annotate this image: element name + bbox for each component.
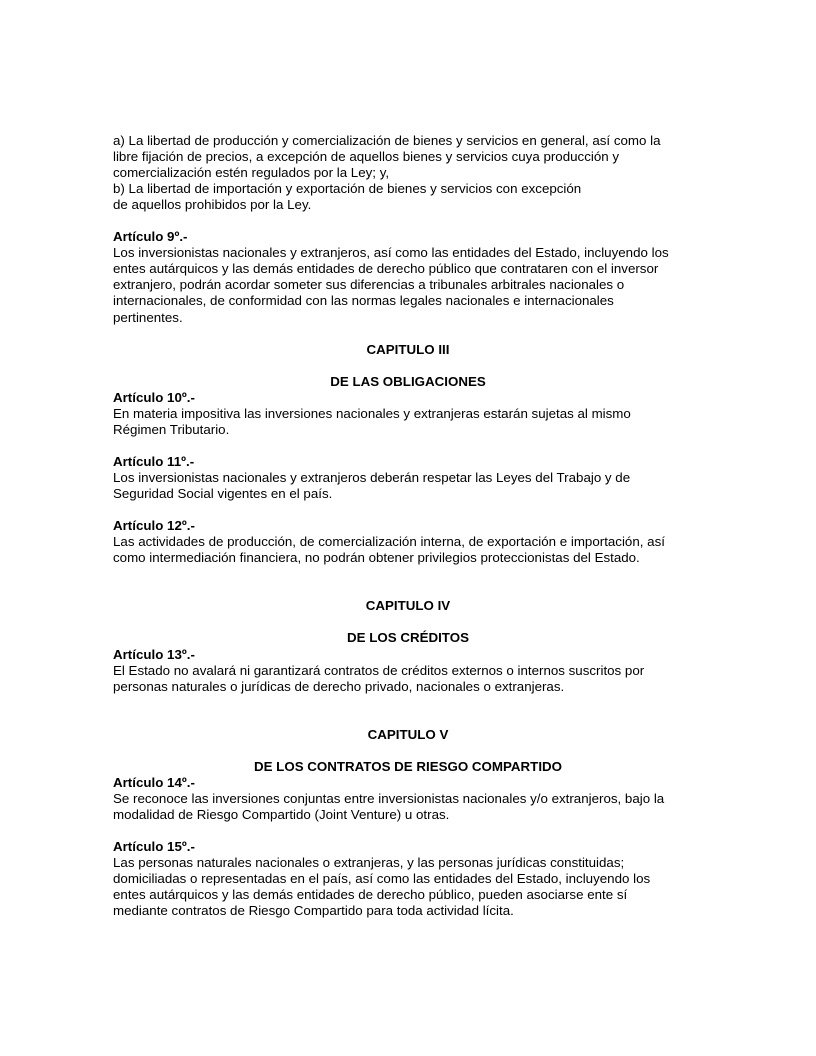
clause-b (113, 181, 703, 213)
chapter-4 (113, 598, 703, 694)
article-heading: Artículo 15º.- (113, 839, 195, 855)
chapter-number: CAPITULO IV (365, 598, 451, 614)
article-12 (113, 518, 703, 566)
chapter-number: CAPITULO III (366, 341, 450, 357)
text-line: pertinentes. (113, 309, 183, 325)
article-10 (113, 390, 703, 438)
text-line: Seguridad Social vigentes en el país. (113, 486, 333, 502)
article-heading: Artículo 14º.- (113, 774, 195, 790)
text-line: personas naturales o jurídicas de derecho privado, nacionales o extranjeras. (113, 678, 565, 694)
chapter-title: DE LAS OBLIGACIONES (330, 373, 486, 389)
text-line: a) La libertad de producción y comercialización de bienes y servicios en general, así como la (113, 133, 661, 148)
text-line: internacionales, de conformidad con las normas legales nacionales e internacionales (113, 293, 614, 309)
article-heading: Artículo 11º.- (113, 453, 195, 469)
text-line: Régimen Tributario. (113, 421, 230, 437)
text-line: Se reconoce las inversiones conjuntas entre inversionistas nacionales y/o extranjeros, bajo la (113, 790, 665, 806)
article-13 (113, 647, 703, 695)
text-line: de aquellos prohibidos por la Ley. (113, 197, 312, 213)
chapter-5 (113, 727, 703, 920)
text-line: mediante contratos de Riesgo Compartido para toda actividad lícita. (113, 903, 514, 919)
chapter-title: DE LOS CONTRATOS DE RIESGO COMPARTIDO (253, 758, 563, 774)
document-body (113, 133, 703, 919)
text-line: Las personas naturales nacionales o extranjeras, y las personas jurídicas constituidas; (113, 855, 625, 871)
article-11 (113, 454, 703, 502)
text-line: extranjero, podrán acordar someter sus diferencias a tribunales arbitrales nacionales o (113, 277, 625, 293)
text-line: como intermediación financiera, no podrán obtener privilegios proteccionistas del Estado. (113, 550, 640, 566)
clause-a (113, 133, 703, 181)
text-line: domiciliadas o representadas en el país, así como las entidades del Estado, incluyendo los (113, 871, 651, 887)
article-14 (113, 775, 703, 823)
text-line: Las actividades de producción, de comercialización interna, de exportación e importación, así (113, 534, 665, 550)
text-line: entes autárquicos y las demás entidades de derecho público que contrataren con el inversor (113, 261, 659, 277)
intro-clauses (113, 133, 703, 213)
article-15 (113, 839, 703, 919)
article-heading: Artículo 10º.- (113, 389, 195, 405)
article-9 (113, 229, 703, 325)
text-line: El Estado no avalará ni garantizará contratos de créditos externos o internos suscritos por (113, 662, 645, 678)
chapter-3 (113, 342, 703, 567)
text-line: comercialización estén regulados por la Ley; y, (113, 165, 390, 181)
text-line: Los inversionistas nacionales y extranjeros, así como las entidades del Estado, incluyendo los (113, 245, 669, 261)
chapter-number: CAPITULO V (367, 726, 449, 742)
text-line: b) La libertad de importación y exportación de bienes y servicios con excepción (113, 181, 582, 197)
article-heading: Artículo 13º.- (113, 646, 195, 662)
text-line: entes autárquicos y las demás entidades de derecho público, pueden asociarse ente sí (113, 887, 628, 903)
text-line: modalidad de Riesgo Compartido (Joint Venture) u otras. (113, 807, 450, 822)
article-heading: Artículo 12º.- (113, 518, 195, 534)
text-line: libre fijación de precios, a excepción de aquellos bienes y servicios cuya producción y (113, 149, 620, 165)
text-line: En materia impositiva las inversiones nacionales y extranjeras estarán sujetas al mismo (113, 405, 631, 421)
article-heading: Artículo 9º.- (113, 229, 188, 245)
chapter-title: DE LOS CRÉDITOS (347, 630, 469, 646)
text-line: Los inversionistas nacionales y extranjeros deberán respetar las Leyes del Trabajo y de (113, 469, 631, 485)
